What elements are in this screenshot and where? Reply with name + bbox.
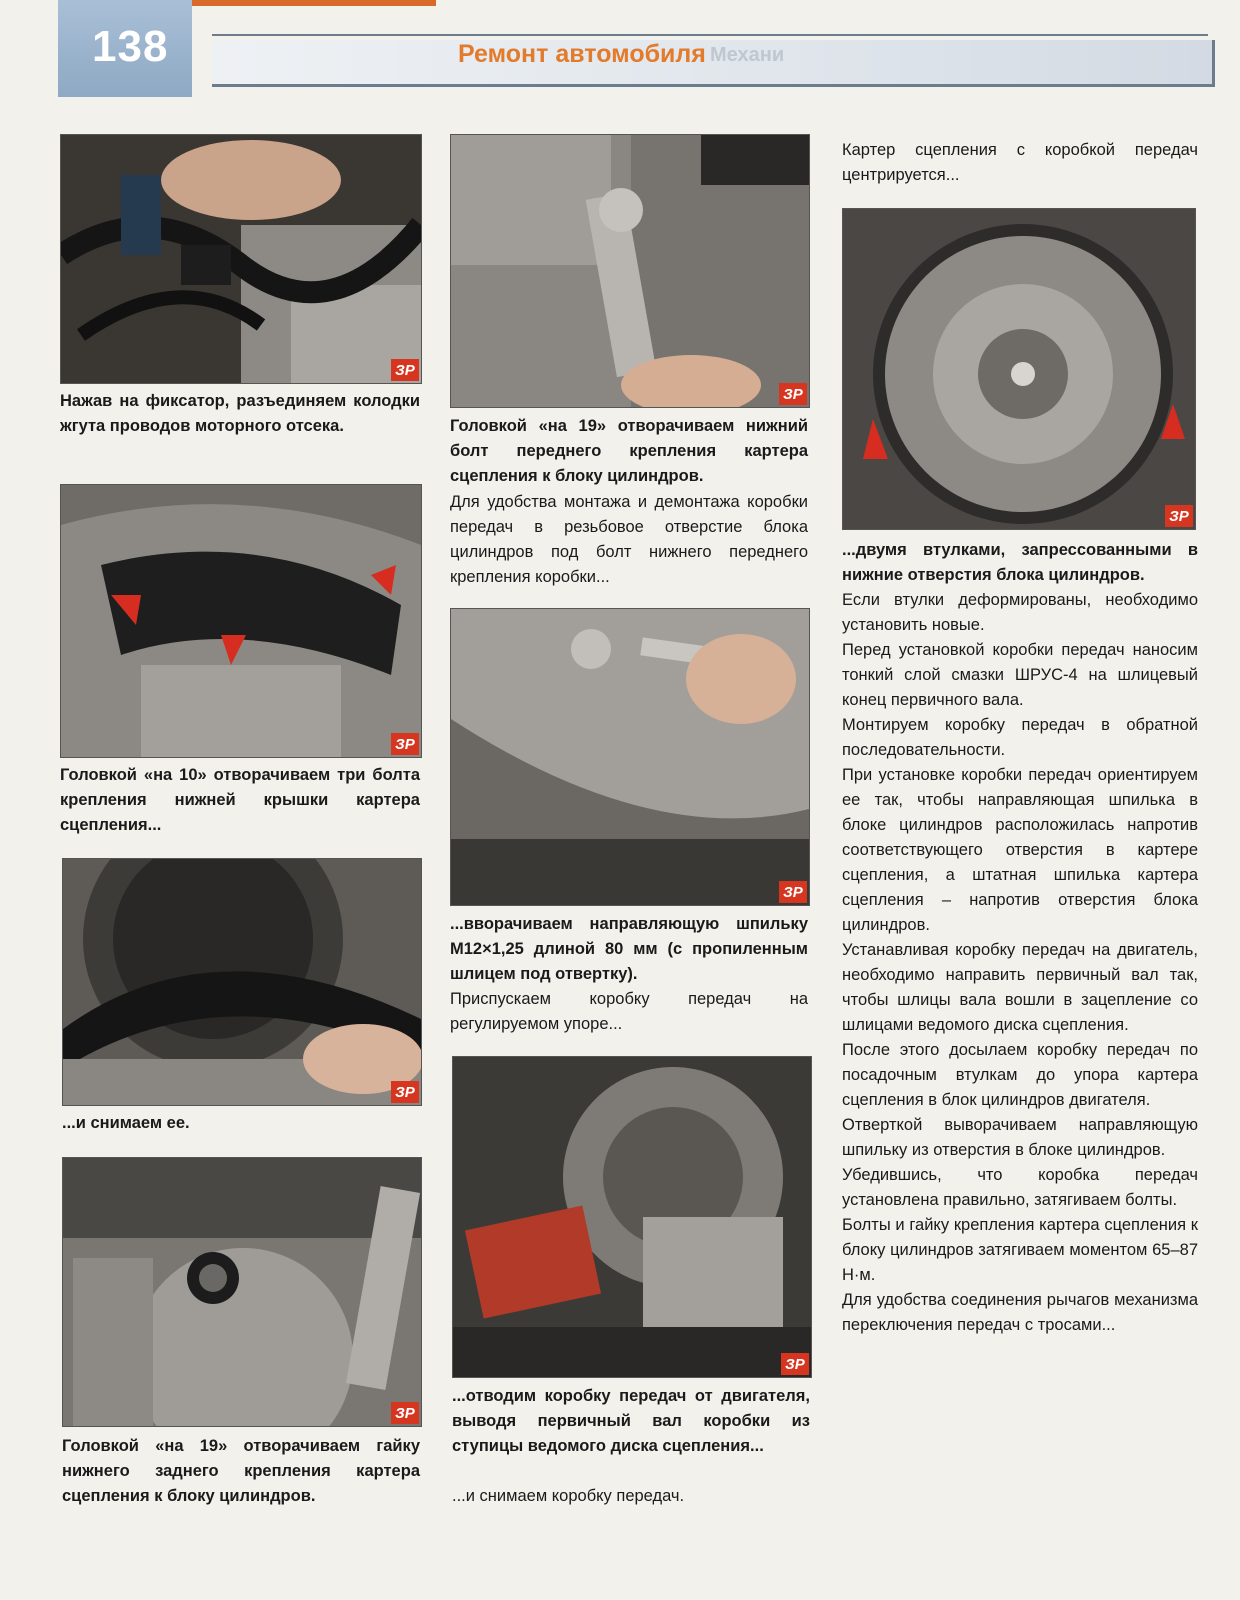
paragraph: Устанавливая коробку передач на двигатель, необходимо направить первичный вал так, чтобы шлицы вала вошли в зацепление со шлицами ведомого диска сцепления.: [842, 941, 1198, 1034]
zr-badge: ЗР: [779, 881, 807, 903]
paragraph: Для удобства соединения рычагов механизма переключения передач с тросами...: [842, 1291, 1198, 1334]
caption-col1-4: Головкой «на 19» отворачиваем гайку нижнего заднего крепления картера сцепления к блоку цилиндров.: [62, 1437, 420, 1505]
page-number: 138: [92, 22, 169, 71]
caption-col2-1: Головкой «на 19» отворачиваем нижний болт переднего крепления картера сцепления к блоку цилиндров.: [450, 417, 808, 485]
photo-lower-cover-bolts: [60, 484, 422, 758]
photo-gearbox-lowered: [452, 1056, 812, 1378]
paragraph: При установке коробки передач ориентируем ее так, чтобы направляющая шпилька в блоке цилиндров расположилась напротив соответствующего отверстия в картере сцепления, а штатная шпилька картера сцепления – напротив отверстия блока цилиндров.: [842, 766, 1198, 934]
zr-badge: ЗР: [391, 359, 419, 381]
zr-badge: ЗР: [391, 1081, 419, 1103]
photo-flywheel-bushings: [842, 208, 1196, 530]
photo-rear-nut-wrench: [62, 1157, 422, 1427]
caption-col1-2: Головкой «на 10» отворачиваем три болта крепления нижней крышки картера сцепления...: [60, 766, 420, 834]
caption-col1-3: ...и снимаем ее.: [62, 1114, 190, 1132]
photo-wiring-connectors: [60, 134, 422, 384]
header-rule: [212, 34, 1208, 36]
photo-remove-cover: [62, 858, 422, 1106]
zr-badge: ЗР: [391, 1402, 419, 1424]
caption-col3-1: ...двумя втулками, запрессованными в нижние отверстия блока цилиндров.: [842, 541, 1198, 584]
text-col2-1: Для удобства монтажа и демонтажа коробки передач в резьбовое отверстие блока цилиндров под болт нижнего переднего крепления коробки...: [450, 493, 808, 586]
zr-badge: ЗР: [781, 1353, 809, 1375]
text-col3-body: [842, 588, 1198, 1338]
section-title: Ремонт автомобиля: [458, 40, 706, 68]
caption-col1-1: Нажав на фиксатор, разъединяем колодки жгута проводов моторного отсека.: [60, 392, 420, 435]
zr-badge: ЗР: [391, 733, 419, 755]
paragraph: Болты и гайку крепления картера сцепления к блоку цилиндров затягиваем моментом 65–87 Н·м.: [842, 1216, 1198, 1284]
photo-guide-stud: [450, 608, 810, 906]
paragraph: Монтируем коробку передач в обратной последовательности.: [842, 716, 1198, 759]
paragraph: Отверткой выворачиваем направляющую шпильку из отверстия в блоке цилиндров.: [842, 1116, 1198, 1159]
paragraph: Перед установкой коробки передач наносим тонкий слой смазки ШРУС-4 на шлицевый конец первичного вала.: [842, 641, 1198, 709]
zr-badge: ЗР: [779, 383, 807, 405]
paragraph: Убедившись, что коробка передач установлена правильно, затягиваем болты.: [842, 1166, 1198, 1209]
text-col2-2: Приспускаем коробку передач на регулируемом упоре...: [450, 990, 808, 1033]
caption-col2-2: ...вворачиваем направляющую шпильку M12×1,25 длиной 80 мм (с пропиленным шлицем под отвертку).: [450, 915, 808, 983]
photo-front-bolt-wrench: [450, 134, 810, 408]
caption-col2-3: ...отводим коробку передач от двигателя, выводя первичный вал коробки из ступицы ведомого диска сцепления...: [452, 1387, 810, 1455]
text-col3-intro: Картер сцепления с коробкой передач центрируется...: [842, 141, 1198, 184]
section-title-ghost: Механи: [710, 44, 785, 66]
zr-badge: ЗР: [1165, 505, 1193, 527]
paragraph: Если втулки деформированы, необходимо установить новые.: [842, 591, 1198, 634]
text-col2-3: ...и снимаем коробку передач.: [452, 1487, 685, 1505]
paragraph: После этого досылаем коробку передач по посадочным втулкам до упора картера сцепления в блок цилиндров двигателя.: [842, 1041, 1198, 1109]
